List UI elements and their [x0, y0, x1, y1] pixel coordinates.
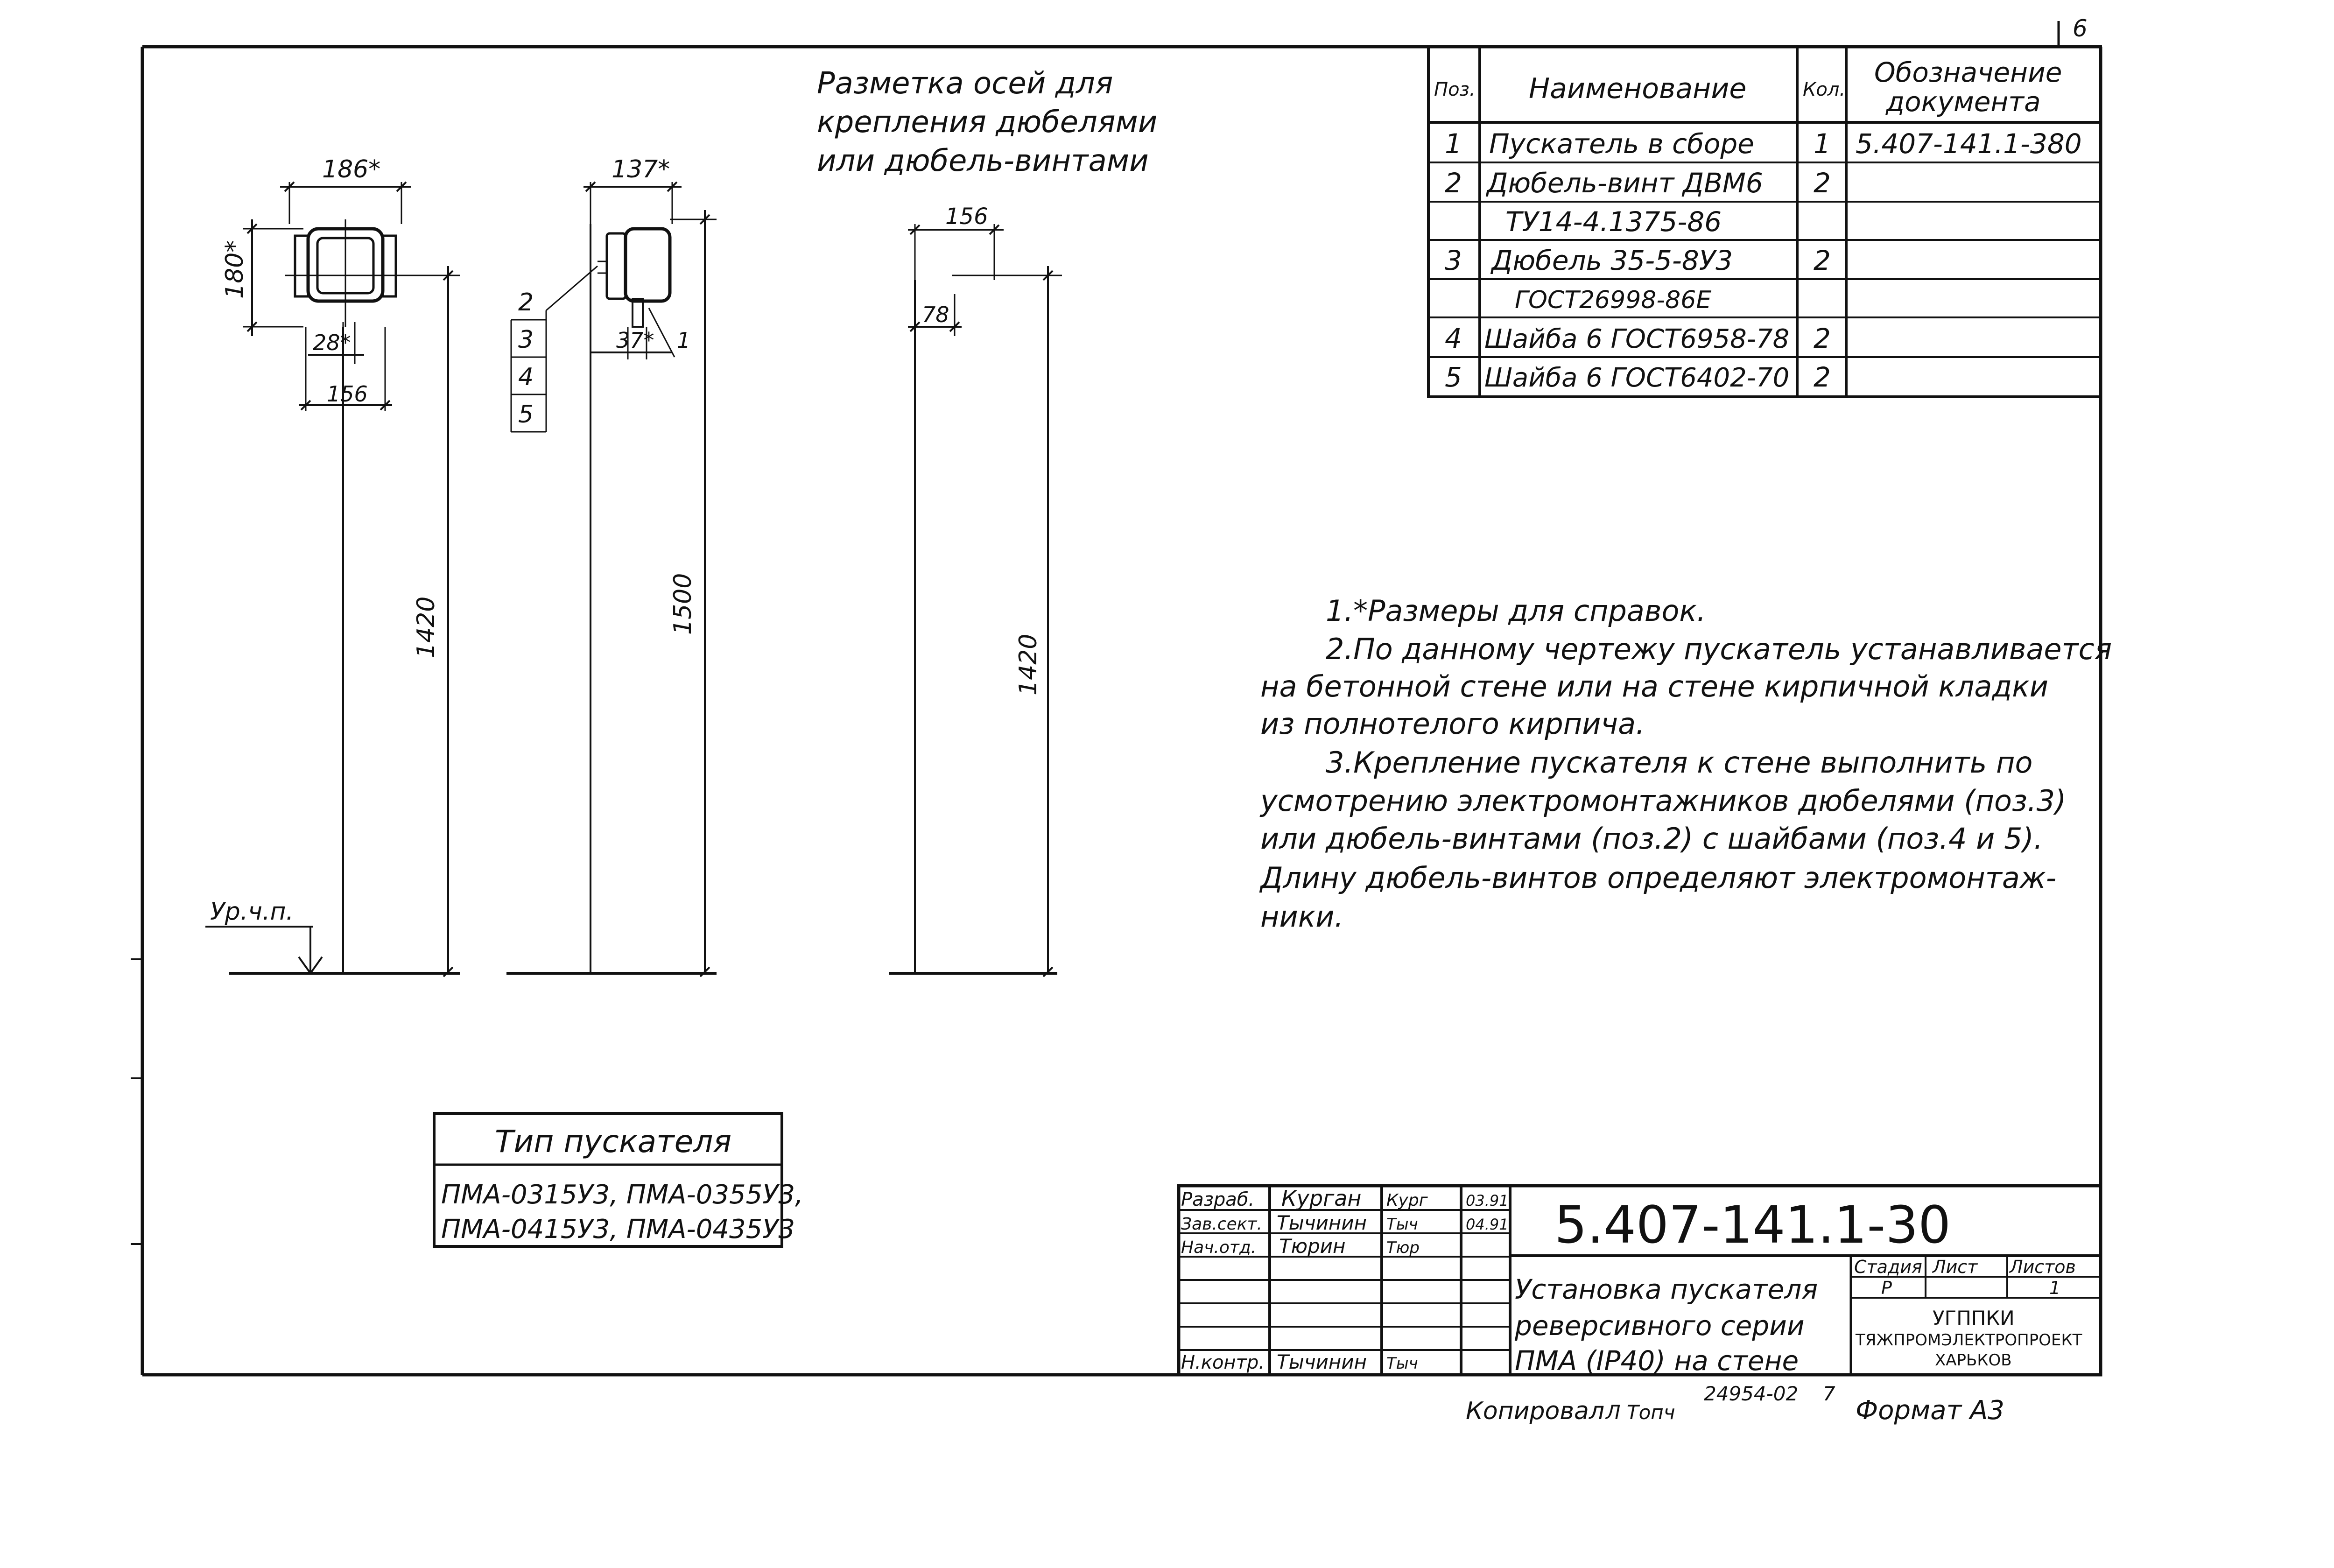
- marking-caption: [817, 66, 1157, 178]
- spec-row-1-qty: 1: [1814, 128, 1831, 160]
- footer-copied-label: Копировал: [1466, 1397, 1605, 1425]
- tb-sheets-label: Листов: [2010, 1257, 2076, 1277]
- spec-row-6-pos: 4: [1445, 323, 1462, 354]
- tb-name-2: Тычинин: [1277, 1211, 1367, 1234]
- tb-title-line-2: реверсивного серии: [1515, 1310, 1805, 1342]
- footer-format: Формат А3: [1856, 1395, 2004, 1426]
- floor-level-mark: Ур.ч.п.: [210, 898, 294, 926]
- pos-callout-1: 1: [677, 328, 691, 353]
- tb-title-line-3: ПМА (IP40) на стене: [1515, 1345, 1799, 1377]
- note-line-6: усмотрению электромонтажников дюбелями (поз.3): [1260, 784, 2067, 818]
- note-line-3: на бетонной стене или на стене кирпичной кладки: [1260, 669, 2049, 703]
- axes-marking-view: [889, 204, 1062, 977]
- tb-sign-4: Тыч: [1386, 1354, 1418, 1373]
- tb-sign-3: Тюр: [1386, 1238, 1420, 1257]
- spec-row-6-qty: 2: [1814, 323, 1831, 354]
- pos-callout-2: 2: [518, 288, 534, 316]
- tb-sign-2: Тыч: [1386, 1215, 1418, 1234]
- doc-number: 5.407-141.1-30: [1554, 1195, 1951, 1255]
- starter-mount-side: [607, 233, 626, 299]
- tb-sheet-label: Лист: [1933, 1257, 1978, 1277]
- tb-role-4: Н.контр.: [1181, 1352, 1265, 1373]
- pos-callout-4: 4: [518, 363, 534, 391]
- starter-type-line-1: ПМА-0315У3, ПМА-0355У3,: [441, 1180, 803, 1210]
- note-line-1: 1.*Размеры для справок.: [1326, 594, 1706, 628]
- spec-header-name: Наименование: [1529, 72, 1747, 105]
- spec-header-doc-2: документа: [1886, 86, 2041, 118]
- dim-axes-mount-height: 1420: [1014, 633, 1042, 696]
- front-view: [205, 155, 460, 977]
- spec-row-4-name: Дюбель 35-5-8У3: [1491, 245, 1733, 276]
- note-line-7: или дюбель-винтами (поз.2) с шайбами (поз.4 и 5).: [1260, 822, 2043, 856]
- marking-caption-line-3: или дюбель-винтами: [817, 144, 1149, 178]
- title-block: [1179, 1186, 2101, 1377]
- tb-name-1: Курган: [1281, 1186, 1362, 1211]
- spec-row-2-name: Дюбель-винт ДВМ6: [1487, 167, 1763, 199]
- footer-inv-number: 24954-02: [1704, 1382, 1799, 1405]
- tb-sheets: 1: [2049, 1278, 2061, 1298]
- dim-front-base: 156: [327, 381, 368, 407]
- dim-front-height: 180*: [221, 240, 249, 299]
- dim-side-width: 137*: [612, 155, 670, 183]
- side-view: [506, 155, 717, 977]
- spec-header-pos: Поз.: [1434, 79, 1476, 100]
- spec-row-2-qty: 2: [1814, 167, 1831, 199]
- tb-date-2: 04.91: [1466, 1216, 1509, 1233]
- dim-side-depth: 37*: [616, 328, 654, 353]
- marking-caption-line-2: крепления дюбелями: [817, 105, 1158, 140]
- spec-row-2-pos: 2: [1445, 167, 1462, 199]
- spec-row-7-pos: 5: [1445, 361, 1462, 393]
- tb-org-line-2: ТЯЖПРОМЭЛЕКТРОПРОЕКТ: [1856, 1331, 2082, 1350]
- notes: [1259, 594, 2112, 934]
- dim-front-mount-height: 1420: [412, 596, 440, 658]
- dim-axes-offset: 78: [922, 302, 949, 327]
- spec-row-4-qty: 2: [1814, 245, 1831, 276]
- spec-row-4-pos: 3: [1445, 245, 1462, 276]
- mounting-bracket-left: [295, 236, 308, 296]
- tb-name-3: Тюрин: [1279, 1235, 1346, 1258]
- tb-stage: Р: [1881, 1278, 1892, 1298]
- dim-axes-width: 156: [945, 204, 988, 230]
- pos-callout-3: 3: [518, 326, 534, 354]
- note-line-9: ники.: [1260, 900, 1344, 934]
- tb-sign-1: Кург: [1386, 1191, 1428, 1210]
- dim-front-offset: 28*: [313, 330, 351, 355]
- dim-front-width: 186*: [322, 155, 381, 183]
- starter-type-title: Тип пускателя: [495, 1124, 732, 1160]
- spec-row-3-name: ТУ14-4.1375-86: [1505, 206, 1722, 238]
- spec-row-6-name: Шайба 6 ГОСТ6958-78: [1484, 324, 1790, 354]
- spec-row-1-doc: 5.407-141.1-380: [1856, 128, 2082, 160]
- spec-row-7-qty: 2: [1814, 361, 1831, 393]
- dowel-side: [633, 299, 643, 327]
- spec-row-7-name: Шайба 6 ГОСТ6402-70: [1484, 363, 1790, 393]
- tb-role-1: Разраб.: [1181, 1189, 1255, 1210]
- tb-date-1: 03.91: [1466, 1192, 1509, 1209]
- tb-title-line-1: Установка пускателя: [1515, 1273, 1818, 1305]
- tb-org-line-1: УГППКИ: [1933, 1307, 2015, 1329]
- note-line-2: 2.По данному чертежу пускатель устанавливается: [1326, 632, 2112, 666]
- spec-header-doc-1: Обозначение: [1874, 56, 2062, 88]
- spec-row-1-pos: 1: [1445, 128, 1462, 160]
- spec-header-qty: Кол.: [1803, 79, 1846, 100]
- specification-table: [1428, 47, 2101, 397]
- tb-name-4: Тычинин: [1277, 1350, 1367, 1373]
- spec-row-1-name: Пускатель в сборе: [1489, 128, 1754, 160]
- tb-org-line-3: ХАРЬКОВ: [1935, 1351, 2012, 1370]
- mounting-bracket-right: [383, 236, 396, 296]
- footer: [1466, 1382, 2004, 1426]
- footer-copier: Л Топч: [1606, 1401, 1675, 1424]
- starter-type-line-2: ПМА-0415У3, ПМА-0435У3: [441, 1214, 795, 1245]
- tb-role-3: Нач.отд.: [1181, 1238, 1257, 1257]
- page-mark: 6: [2073, 15, 2088, 42]
- starter-body-side: [626, 229, 670, 301]
- spec-row-5-name: ГОСТ26998-86Е: [1515, 286, 1712, 314]
- pos-callout-5: 5: [518, 401, 534, 429]
- footer-sheet: 7: [1823, 1382, 1835, 1405]
- note-line-4: из полнотелого кирпича.: [1260, 707, 1645, 741]
- note-line-5: 3.Крепление пускателя к стене выполнить по: [1326, 745, 2033, 780]
- tb-role-2: Зав.сект.: [1181, 1215, 1262, 1234]
- note-line-8: Длину дюбель-винтов определяют электромонтаж-: [1260, 861, 2057, 895]
- starter-type-box: [434, 1113, 803, 1246]
- marking-caption-line-1: Разметка осей для: [817, 66, 1113, 101]
- tb-stage-label: Стадия: [1854, 1257, 1922, 1277]
- dim-side-mount-height: 1500: [669, 573, 697, 635]
